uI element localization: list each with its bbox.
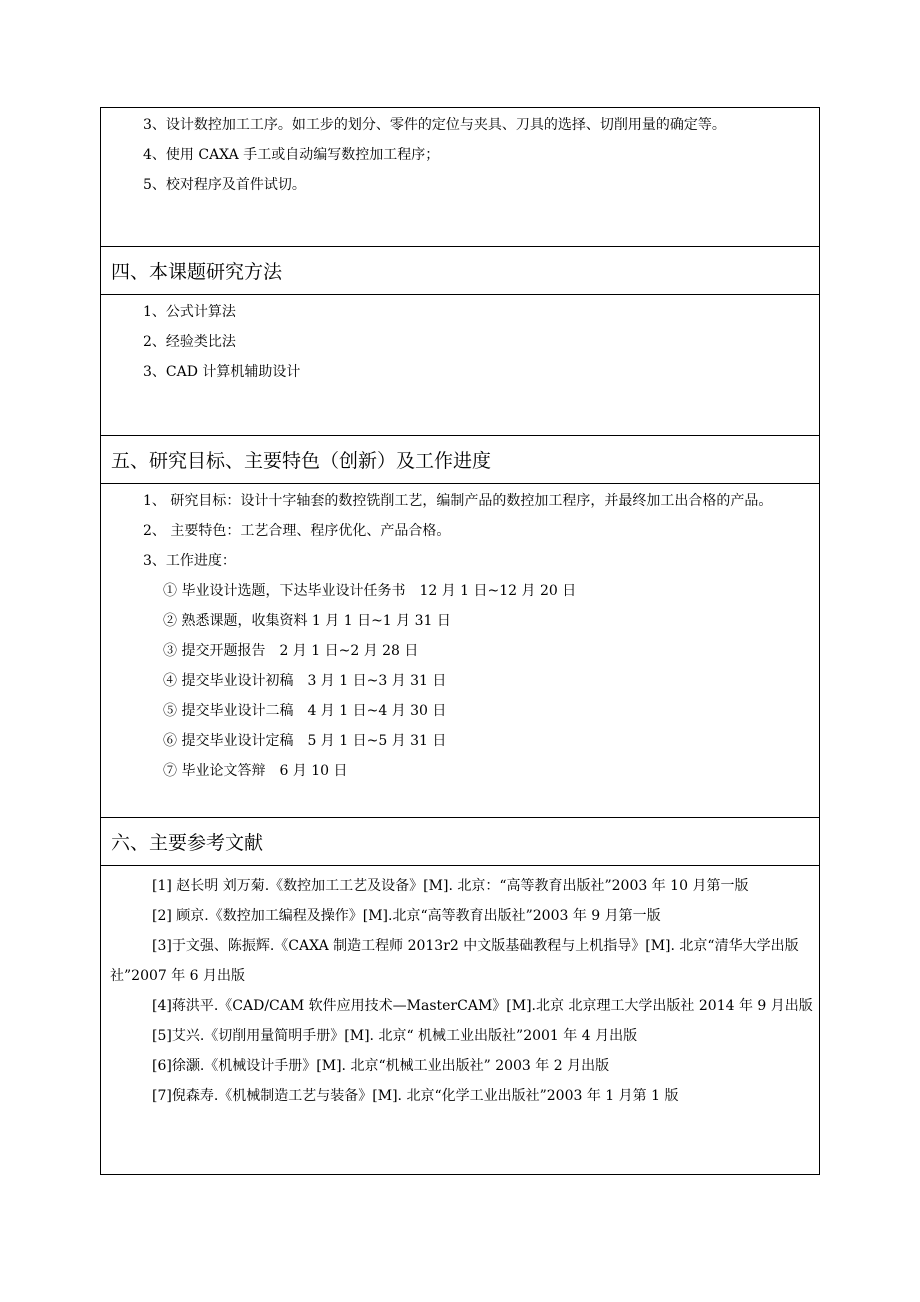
section-4-title: 四、本课题研究方法	[101, 247, 819, 295]
section-6-title: 六、主要参考文献	[101, 818, 819, 866]
schedule-item: ⑦ 毕业论文答辩 6 月 10 日	[163, 763, 348, 779]
list-item: 3、CAD 计算机辅助设计	[143, 364, 301, 380]
main-features: 2、 主要特色：工艺合理、程序优化、产品合格。	[143, 523, 451, 539]
list-item: 5、校对程序及首件试切。	[143, 177, 306, 193]
schedule-item: ③ 提交开题报告 2 月 1 日~2 月 28 日	[163, 643, 419, 659]
section-5-body	[101, 484, 819, 817]
progress-label: 3、工作进度：	[143, 553, 236, 569]
list-item: 2、经验类比法	[143, 334, 236, 350]
schedule-item: ④ 提交毕业设计初稿 3 月 1 日~3 月 31 日	[163, 673, 447, 689]
section-6-body	[101, 866, 819, 1174]
section-5	[101, 435, 819, 817]
reference-item: [6]徐灏.《机械设计手册》[M]. 北京“机械工业出版社” 2003 年 2 月出版	[152, 1058, 610, 1074]
schedule-item: ⑥ 提交毕业设计定稿 5 月 1 日~5 月 31 日	[163, 733, 447, 749]
schedule-item: ② 熟悉课题，收集资料 1 月 1 日~1 月 31 日	[163, 613, 451, 629]
section-4-body	[101, 295, 819, 435]
report-table	[100, 107, 820, 1175]
section-3-continued	[101, 108, 819, 246]
section-6	[101, 817, 819, 1174]
list-item: 1、公式计算法	[143, 304, 236, 320]
reference-item: [1] 赵长明 刘万菊.《数控加工工艺及设备》[M]. 北京：“高等教育出版社”2003 年 10 月第一版	[152, 878, 749, 894]
schedule-item: ⑤ 提交毕业设计二稿 4 月 1 日~4 月 30 日	[163, 703, 447, 719]
list-item: 3、设计数控加工工序。如工步的划分、零件的定位与夹具、刀具的选择、切削用量的确定等。	[143, 117, 726, 133]
list-item: 4、使用 CAXA 手工或自动编写数控加工程序；	[143, 147, 440, 163]
section-3-body	[101, 108, 819, 246]
reference-item: [2] 顾京.《数控加工编程及操作》[M].北京“高等教育出版社”2003 年 9 月第一版	[152, 908, 661, 924]
reference-item: [4]蒋洪平.《CAD/CAM 软件应用技术—MasterCAM》[M].北京 北京理工大学出版社 2014 年 9 月出版	[152, 998, 813, 1014]
reference-item: [5]艾兴.《切削用量简明手册》[M]. 北京“ 机械工业出版社”2001 年 4 月出版	[152, 1028, 638, 1044]
schedule-item: ① 毕业设计选题，下达毕业设计任务书 12 月 1 日~12 月 20 日	[163, 583, 577, 599]
reference-item: [3]于文强、陈振辉.《CAXA 制造工程师 2013r2 中文版基础教程与上机指导》[M]. 北京“清华大学出版社”2007 年 6 月出版	[110, 938, 799, 984]
section-5-title: 五、研究目标、主要特色（创新）及工作进度	[101, 436, 819, 484]
research-goal: 1、 研究目标：设计十字轴套的数控铣削工艺，编制产品的数控加工程序，并最终加工出合格的产品。	[143, 493, 773, 509]
section-4	[101, 246, 819, 435]
reference-item: [7]倪森寿.《机械制造工艺与装备》[M]. 北京“化学工业出版社”2003 年 1 月第 1 版	[152, 1088, 679, 1104]
